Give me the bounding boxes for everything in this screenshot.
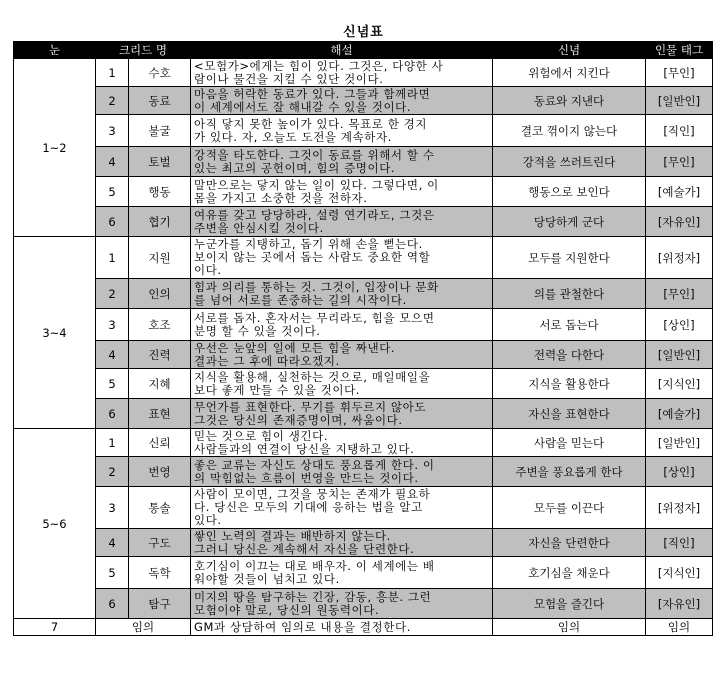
credo-name-cell: 통솔 [129, 487, 191, 529]
tag-cell: [무인] [646, 147, 713, 177]
row-number-cell: 1 [96, 59, 129, 87]
belief-cell: 자신을 단련한다 [493, 529, 646, 557]
tag-cell: [상인] [646, 457, 713, 487]
tag-cell: [일반인] [646, 429, 713, 457]
tag-cell: [위정자] [646, 487, 713, 529]
header-credo: 크리드 명 [96, 42, 191, 59]
table-row [14, 177, 713, 207]
credo-name-cell: 불굴 [129, 115, 191, 147]
belief-cell: 의를 관철한다 [493, 279, 646, 309]
table-row [14, 279, 713, 309]
description-cell [191, 457, 493, 487]
description-cell [191, 589, 493, 619]
description-line: 미지의 땅을 탐구하는 긴장, 감동, 흥분. 그런 [194, 589, 432, 604]
table-row [14, 429, 713, 457]
tag-cell: [자유인] [646, 589, 713, 619]
row-number-cell: 4 [96, 529, 129, 557]
header-desc: 해설 [191, 42, 493, 59]
description-line: 를 넘어 서로를 존중하는 길의 시작이다. [194, 292, 407, 307]
description-line: 좋은 교류는 자신도 상대도 풍요롭게 한다. 이 [194, 457, 435, 472]
description-line: 그것은 당신의 존재증명이며, 싸움이다. [194, 412, 403, 427]
credo-name-cell: 협기 [129, 207, 191, 237]
description-cell [191, 341, 493, 369]
header-tag: 인물 태그 [646, 42, 713, 59]
dice-range-cell: 5~6 [14, 429, 96, 619]
belief-cell: 모험을 즐긴다 [493, 589, 646, 619]
belief-table [13, 41, 713, 636]
description-line: 이다. [194, 263, 222, 277]
description-line: 우선은 눈앞의 일에 모든 힘을 짜낸다. [194, 340, 396, 355]
description-cell [191, 237, 493, 279]
tag-cell: [위정자] [646, 237, 713, 279]
description-cell [191, 59, 493, 87]
document-title: 신념표 [343, 25, 384, 40]
credo-name-cell: 수호 [129, 59, 191, 87]
description-line: 있다. [194, 513, 222, 527]
row-number-cell: 6 [96, 399, 129, 429]
description-line: 몸을 가지고 소중한 것을 전하자. [194, 190, 368, 205]
description-line: 다. 당신은 모두의 기대에 응하는 법을 알고 [194, 500, 423, 514]
description-line: 아직 닿지 못한 높이가 있다. 목표로 한 경지 [194, 116, 428, 131]
description-line: 힘과 의리를 통하는 것. 그것이, 입장이나 문화 [194, 279, 439, 294]
description-cell [191, 399, 493, 429]
dice-range-cell: 7 [14, 619, 96, 636]
credo-name-cell: 지원 [129, 237, 191, 279]
description-line: 말만으로는 닿지 않는 일이 있다. 그렇다면, 이 [194, 177, 439, 192]
description-cell [191, 115, 493, 147]
description-cell [191, 279, 493, 309]
description-cell [191, 87, 493, 115]
description-line: 워야할 것들이 넘치고 있다. [194, 571, 340, 586]
belief-cell: 전력을 다한다 [493, 341, 646, 369]
description-cell: GM과 상담하여 임의로 내용을 결정한다. [191, 619, 493, 636]
table-row [14, 115, 713, 147]
belief-cell: 행동으로 보인다 [493, 177, 646, 207]
credo-name-cell: 신뢰 [129, 429, 191, 457]
table-row [14, 529, 713, 557]
tag-cell: [지식인] [646, 557, 713, 589]
description-cell [191, 147, 493, 177]
dice-range-cell: 1~2 [14, 59, 96, 237]
description-cell [191, 207, 493, 237]
row-number-cell: 4 [96, 147, 129, 177]
description-line: 가 있다. 자, 오늘도 도전을 계속하자. [194, 129, 392, 144]
belief-cell: 결코 꺾이지 않는다 [493, 115, 646, 147]
row-number-cell: 3 [96, 487, 129, 529]
table-row [14, 457, 713, 487]
belief-cell: 모두를 지원한다 [493, 237, 646, 279]
row-number-cell: 5 [96, 557, 129, 589]
tag-cell: [직인] [646, 115, 713, 147]
row-number-cell: 1 [96, 429, 129, 457]
belief-cell: 자신을 표현한다 [493, 399, 646, 429]
row-number-cell: 2 [96, 279, 129, 309]
belief-cell: 임의 [493, 619, 646, 636]
description-line: 보다 좋게 만들 수 있을 것이다. [194, 382, 361, 397]
table-row [14, 399, 713, 429]
description-cell [191, 429, 493, 457]
description-line: 지식을 활용해, 실천하는 것으로, 매일매일을 [194, 369, 431, 384]
credo-name-cell: 인의 [129, 279, 191, 309]
belief-cell: 지식을 활용한다 [493, 369, 646, 399]
credo-name-cell: 탐구 [129, 589, 191, 619]
tag-cell: [자유인] [646, 207, 713, 237]
belief-cell: 모두를 이끈다 [493, 487, 646, 529]
belief-cell: 호기심을 채운다 [493, 557, 646, 589]
belief-cell: 서로 돕는다 [493, 309, 646, 341]
credo-name-cell: 진력 [129, 341, 191, 369]
row-number-cell: 2 [96, 457, 129, 487]
description-line: 보이지 않는 곳에서 돕는 사람도 중요한 역할 [194, 250, 431, 264]
row-number-cell: 4 [96, 341, 129, 369]
tag-cell: [일반인] [646, 341, 713, 369]
tag-cell: [지식인] [646, 369, 713, 399]
description-line: 사람이 모이면, 그것을 뭉치는 존재가 필요하 [194, 487, 431, 501]
description-line: 람이나 물건을 지킬 수 있단 것이다. [194, 71, 384, 86]
belief-cell: 강적을 쓰러트린다 [493, 147, 646, 177]
description-line: 분명 할 수 있을 것이다. [194, 323, 321, 338]
description-cell [191, 369, 493, 399]
credo-name-cell: 동료 [129, 87, 191, 115]
table-row [14, 369, 713, 399]
credo-name-cell: 구도 [129, 529, 191, 557]
belief-cell: 동료와 지낸다 [493, 87, 646, 115]
description-line: <모험가>에게는 힘이 있다. 그것은, 다양한 사 [194, 58, 444, 73]
row-number-cell: 2 [96, 87, 129, 115]
row-number-cell: 5 [96, 177, 129, 207]
description-line: 마음을 허락한 동료가 있다. 그들과 함께라면 [194, 86, 431, 101]
description-line: 주변을 안심시킬 것이다. [194, 220, 324, 235]
table-row [14, 557, 713, 589]
table-row [14, 341, 713, 369]
row-number-cell: 3 [96, 309, 129, 341]
description-cell [191, 557, 493, 589]
description-line: 결과는 그 후에 따라오겠지. [194, 353, 340, 368]
row-number-cell: 6 [96, 589, 129, 619]
description-cell [191, 309, 493, 341]
tag-cell: [상인] [646, 309, 713, 341]
table-header-row [14, 42, 713, 59]
credo-name-cell: 번영 [129, 457, 191, 487]
tag-cell: [예술가] [646, 399, 713, 429]
table-row-final [14, 619, 713, 636]
table-row [14, 207, 713, 237]
tag-cell: 임의 [646, 619, 713, 636]
tag-cell: [예술가] [646, 177, 713, 207]
tag-cell: [무인] [646, 59, 713, 87]
table-row [14, 59, 713, 87]
description-line: 이 세계에서도 잘 해내갈 수 있을 것이다. [194, 99, 412, 114]
description-line: 강적을 타도한다. 그것이 동료를 위해서 할 수 [194, 147, 435, 162]
header-belief: 신념 [493, 42, 646, 59]
table-row [14, 147, 713, 177]
description-line: 그러니 당신은 계속해서 자신을 단련한다. [194, 541, 415, 556]
belief-cell: 사람을 믿는다 [493, 429, 646, 457]
row-number-cell: 3 [96, 115, 129, 147]
description-line: 사람들과의 연결이 당신을 지탱하고 있다. [194, 441, 415, 456]
description-line: 의 막힘없는 흐름이 번영을 만드는 것이다. [194, 470, 419, 485]
description-line: 있는 최고의 공헌이며, 힘의 증명이다. [194, 160, 396, 175]
description-cell [191, 529, 493, 557]
description-line: 무언가를 표현한다. 무기를 휘두르지 않아도 [194, 399, 427, 414]
tag-cell: [직인] [646, 529, 713, 557]
tag-cell: [일반인] [646, 87, 713, 115]
description-line: 호기심이 이끄는 대로 배우자. 이 세계에는 배 [194, 558, 435, 573]
description-cell [191, 487, 493, 529]
header-die: 눈 [14, 42, 96, 59]
tag-cell: [무인] [646, 279, 713, 309]
credo-name-cell: 독학 [129, 557, 191, 589]
description-cell [191, 177, 493, 207]
description-line: 쌓인 노력의 결과는 배반하지 않는다. [194, 528, 391, 543]
credo-name-cell: 호조 [129, 309, 191, 341]
dice-range-cell: 3~4 [14, 237, 96, 429]
belief-cell: 주변을 풍요롭게 한다 [493, 457, 646, 487]
row-number-cell: 6 [96, 207, 129, 237]
credo-name-cell: 토벌 [129, 147, 191, 177]
credo-name-cell: 지혜 [129, 369, 191, 399]
description-line: 누군가를 지탱하고, 돕기 위해 손을 뻗는다. [194, 237, 423, 251]
credo-name-cell: 행동 [129, 177, 191, 207]
table-body [14, 59, 713, 636]
description-line: 모험이야 말로, 당신의 원동력이다. [194, 602, 380, 617]
table-row [14, 309, 713, 341]
credo-name-cell: 표현 [129, 399, 191, 429]
table-row [14, 237, 713, 279]
belief-cell: 당당하게 군다 [493, 207, 646, 237]
table-row [14, 589, 713, 619]
description-line: 여유를 갖고 당당하라, 설령 연기라도, 그것은 [194, 207, 435, 222]
description-line: 믿는 것으로 힘이 생긴다. [194, 428, 329, 443]
description-line: 서로를 돕자. 혼자서는 무리라도, 힘을 모으면 [194, 310, 435, 325]
belief-cell: 위험에서 지킨다 [493, 59, 646, 87]
table-row [14, 87, 713, 115]
row-number-cell: 1 [96, 237, 129, 279]
table-row [14, 487, 713, 529]
credo-name-cell: 임의 [96, 619, 191, 636]
row-number-cell: 5 [96, 369, 129, 399]
